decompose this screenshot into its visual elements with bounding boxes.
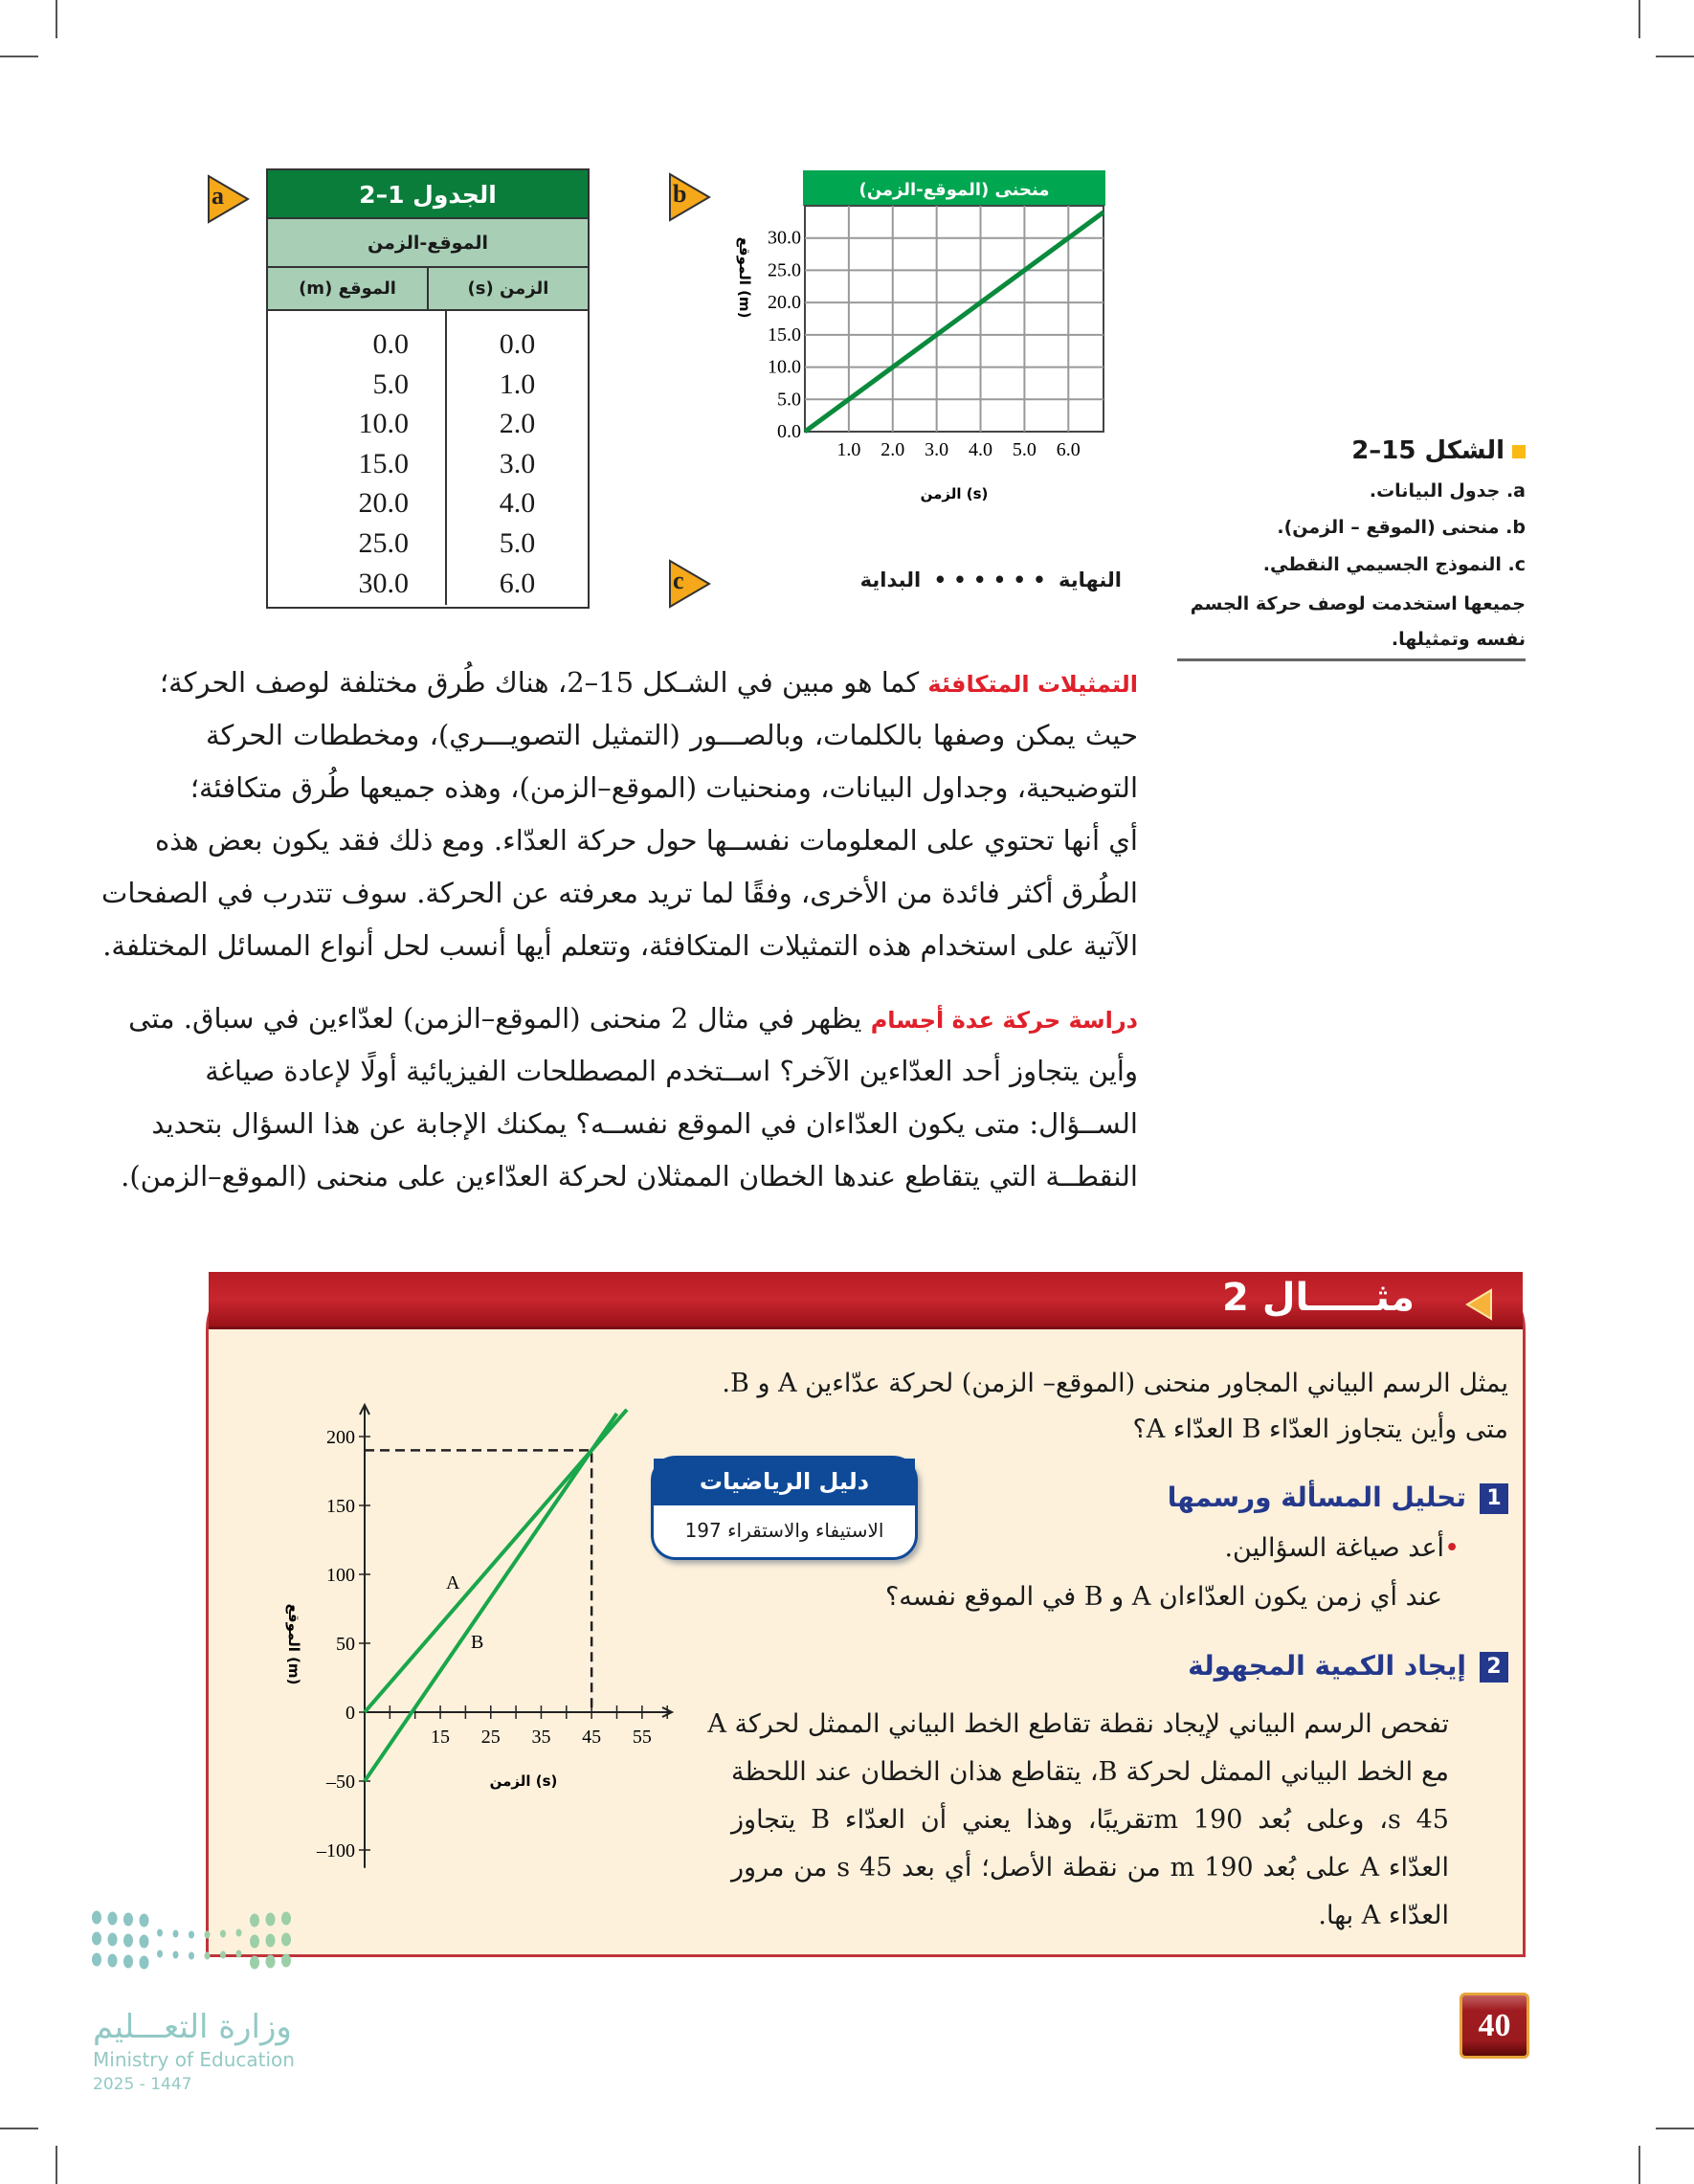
paragraph-line <box>151 1098 1138 1150</box>
step-2-text <box>707 1701 1449 1940</box>
position-cell: 30.0 <box>358 567 409 599</box>
badge-a: a <box>206 174 250 224</box>
example-intro-1: يمثل الرسم البياني المجاور منحنى (الموقع– الزمن) لحركة عدّاءين A و B. <box>722 1369 1508 1398</box>
chart-title: منحنى (الموقع-الزمن) <box>858 180 1050 200</box>
ministry-name-english: Ministry of Education <box>93 2048 295 2071</box>
time-cell: 3.0 <box>499 447 536 479</box>
step-2-line: 45 s، وعلى بُعد 190 mتقريبًا، وهذا يعني أن العدّاء B يتجاوز <box>731 1805 1449 1835</box>
paragraph-multiple-objects <box>121 992 1138 1203</box>
logo-dot <box>108 1933 118 1947</box>
math-guide-title: دليل الرياضيات <box>654 1459 915 1505</box>
paragraph-line <box>206 709 1138 762</box>
x-tick-label: 35 <box>531 1727 551 1748</box>
crop-mark <box>56 2146 57 2184</box>
paragraph-heading: التمثيلات المتكافئة <box>927 671 1138 698</box>
x-tick-label: 3.0 <box>925 439 949 460</box>
x-tick-label: 2.0 <box>880 439 905 460</box>
step-number: 1 <box>1480 1483 1508 1514</box>
line-text: الآتية على استخدام هذه التمثيلات المتكافئة، وتتعلم أيها أنسب لحل أنواع المسائل المختلفة. <box>102 929 1138 962</box>
x-tick-label: 6.0 <box>1056 439 1081 460</box>
step-1-question: عند أي زمن يكون العدّاءان A و B في الموقع نفسه؟ <box>884 1582 1442 1612</box>
y-axis-label: الموقع (m) <box>285 1603 302 1685</box>
y-tick-label: 5.0 <box>777 389 801 411</box>
x-tick-label: 5.0 <box>1012 439 1036 460</box>
ministry-logo-dots <box>91 1914 301 1991</box>
paragraph-line <box>206 1045 1138 1098</box>
logo-dot <box>123 1913 133 1927</box>
y-tick-label: 25.0 <box>768 259 801 281</box>
x-tick-label: 4.0 <box>969 439 993 460</box>
position-cell: 10.0 <box>358 408 409 440</box>
logo-dot <box>281 1912 291 1926</box>
paragraph-line <box>121 1150 1138 1203</box>
step-1-bullet: •أعد صياغة السؤالين. <box>1224 1533 1460 1563</box>
y-tick-label: 10.0 <box>768 356 801 378</box>
time-cell: 1.0 <box>499 368 536 400</box>
caption-c: c. النموذج الجسيمي النقطي. <box>1262 554 1526 575</box>
logo-dot <box>140 1935 149 1949</box>
position-cell: 0.0 <box>372 328 409 360</box>
runners-position-time-chart <box>268 1397 689 1876</box>
table-title: الجدول 1–2 <box>268 170 588 219</box>
ministry-name-arabic: وزارة التعـــليم <box>93 2008 292 2046</box>
step-number: 2 <box>1480 1652 1508 1683</box>
paragraph-heading: دراسة حركة عدة أجسام <box>870 1007 1138 1034</box>
y-tick-label: 0 <box>345 1703 355 1724</box>
time-column <box>445 311 588 605</box>
y-tick-label: 0.0 <box>777 421 801 442</box>
logo-dot <box>220 1930 226 1938</box>
crop-mark <box>0 56 38 57</box>
example-intro-2: متى وأين يتجاوز العدّاء B العدّاء A؟ <box>1132 1415 1508 1444</box>
caption-square-icon <box>1512 445 1526 458</box>
line-text: حيث يمكن وصفها بالكلمات، وبالصـــور (التمثيل التصويـــري)، ومخططات الحركة <box>206 719 1138 751</box>
series-label-A: A <box>446 1572 460 1593</box>
crop-mark <box>1638 0 1640 38</box>
logo-dot <box>92 1932 101 1946</box>
logo-dot <box>108 1954 118 1968</box>
particle-dots: • • • • • • <box>933 568 1046 591</box>
time-cell: 6.0 <box>499 567 536 599</box>
particle-end-label: النهاية <box>1058 568 1122 591</box>
position-cell: 15.0 <box>358 447 409 479</box>
caption-desc-1: جميعها استخدمت لوصف حركة الجسم <box>1190 593 1526 614</box>
time-cell: 5.0 <box>499 526 536 559</box>
step-1-heading: 1تحليل المسألة ورسمها <box>1168 1482 1508 1514</box>
time-cell: 4.0 <box>499 487 536 520</box>
line-text: كما هو مبين في الشـكل 15–2، هناك طُرق مختلفة لوصف الحركة؛ <box>159 666 920 699</box>
step-2-line: مع الخط البياني الممثل لحركة B، يتقاطع هذان الخطان عند اللحظة <box>731 1757 1449 1787</box>
logo-dot <box>140 1956 149 1970</box>
logo-dot <box>281 1933 291 1947</box>
logo-dot <box>205 1931 211 1939</box>
position-cell: 5.0 <box>372 368 409 400</box>
logo-dot <box>123 1955 133 1969</box>
paragraph-line <box>102 920 1138 972</box>
logo-dot <box>157 1929 163 1937</box>
step-2-heading: 2إيجاد الكمية المجهولة <box>1188 1650 1508 1683</box>
example-title: مثـــــال 2 <box>1222 1276 1415 1320</box>
line-text: وأين يتجاوز أحد العدّاءين الآخر؟ اســتخدم المصطلحات الفيزيائية أولًا لإعادة صياغة <box>205 1055 1138 1087</box>
particle-start-label: البداية <box>859 568 922 591</box>
caption-a: a. جدول البيانات. <box>1369 480 1526 501</box>
crop-mark <box>56 0 57 38</box>
crop-mark <box>1656 56 1694 57</box>
line-text: الطُرق أكثر فائدة من الأخرى، وفقًا لما تريد معرفته عن الحركة. سوف تتدرب في الصفحات <box>101 877 1138 909</box>
logo-dot <box>266 1934 276 1948</box>
data-table <box>266 168 590 609</box>
y-tick-label: –100 <box>317 1840 355 1861</box>
caption-desc-2: نفسه وتمثيلها. <box>1391 629 1526 650</box>
logo-dot <box>189 1952 194 1960</box>
y-tick-label: 50 <box>336 1634 355 1655</box>
math-guide-link[interactable]: الاستيفاء والاستقراء 197 <box>684 1519 884 1542</box>
logo-dot <box>92 1953 101 1967</box>
x-axis-label: الزمن (s) <box>920 485 989 502</box>
paragraph-equivalent-representations <box>101 657 1138 972</box>
position-cell: 25.0 <box>358 526 409 559</box>
page-number: 40 <box>1460 1993 1529 2059</box>
logo-dot <box>250 1935 259 1949</box>
step-2-line: تفحص الرسم البياني لإيجاد نقطة تقاطع الخط البياني الممثل لحركة A <box>707 1709 1449 1739</box>
logo-dot <box>266 1955 276 1969</box>
figure-caption-title: الشكل 15–2 <box>1351 436 1526 465</box>
triangle-left-icon <box>1464 1288 1493 1321</box>
paragraph-line <box>159 657 1138 709</box>
logo-dot <box>236 1929 242 1937</box>
logo-dot <box>157 1950 163 1958</box>
y-axis-label: الموقع (m) <box>736 236 753 319</box>
logo-dot <box>266 1913 276 1927</box>
y-tick-label: –50 <box>326 1772 355 1793</box>
logo-dot <box>281 1954 291 1968</box>
time-cell: 2.0 <box>499 408 536 440</box>
logo-dot <box>236 1950 242 1958</box>
logo-dot <box>123 1934 133 1948</box>
bullet-icon: • <box>1444 1533 1460 1563</box>
badge-c: c <box>667 559 711 609</box>
table-subtitle: الموقع-الزمن <box>268 219 588 268</box>
line-text: النقطــة التي يتقاطع عندها الخطان الممثلان لحركة العدّاءين على منحنى (الموقع–الزمن). <box>121 1160 1138 1192</box>
paragraph-line <box>189 762 1138 814</box>
time-cell: 0.0 <box>499 328 536 360</box>
line-text: التوضيحية، وجداول البيانات، ومنحنيات (الموقع–الزمن)، وهذه جميعها طُرق متكافئة؛ <box>189 771 1138 804</box>
paragraph-line <box>154 814 1138 867</box>
position-cell: 20.0 <box>358 487 409 520</box>
y-tick-label: 100 <box>326 1565 355 1586</box>
caption-b: b. منحنى (الموقع – الزمن). <box>1277 517 1526 538</box>
series-label-B: B <box>471 1632 484 1653</box>
logo-dot <box>250 1914 259 1928</box>
line-text: الســؤال: متى يكون العدّاءان في الموقع نفســه؟ يمكنك الإجابة عن هذا السؤال بتحديد <box>151 1107 1138 1140</box>
y-tick-label: 15.0 <box>768 323 801 345</box>
crop-mark <box>1656 2128 1694 2129</box>
step-2-line: العدّاء A بها. <box>1318 1901 1449 1930</box>
logo-dot <box>250 1956 259 1970</box>
logo-dot <box>205 1952 211 1960</box>
paragraph-line <box>128 992 1138 1045</box>
paragraph-line <box>101 867 1138 920</box>
x-tick-label: 45 <box>582 1727 602 1748</box>
x-tick-label: 55 <box>632 1727 652 1748</box>
position-time-chart <box>708 163 1129 507</box>
badge-b: b <box>667 172 711 222</box>
col-header-time: الزمن (s) <box>427 268 588 309</box>
particle-model <box>787 568 1122 591</box>
logo-dot <box>189 1931 194 1939</box>
caption-divider <box>1177 658 1526 661</box>
math-guide-box[interactable] <box>651 1456 918 1560</box>
y-tick-label: 150 <box>326 1496 355 1517</box>
x-tick-label: 15 <box>431 1727 451 1748</box>
y-tick-label: 30.0 <box>768 227 801 249</box>
logo-dot <box>220 1951 226 1959</box>
line-text: يظهر في مثال 2 منحنى (الموقع–الزمن) لعدّاءين في سباق. متى <box>128 1002 862 1035</box>
col-header-position: الموقع (m) <box>299 279 396 299</box>
x-tick-label: 25 <box>480 1727 501 1748</box>
crop-mark <box>1638 2146 1640 2184</box>
logo-dot <box>173 1951 179 1959</box>
x-axis-label: الزمن (s) <box>489 1772 558 1790</box>
logo-dot <box>108 1912 118 1926</box>
step-2-line: العدّاء A على بُعد 190 m من نقطة الأصل؛ أي بعد 45 s من مرور <box>731 1853 1449 1883</box>
x-tick-label: 1.0 <box>836 439 861 460</box>
crop-mark <box>0 2128 38 2129</box>
logo-dot <box>140 1914 149 1928</box>
ministry-year: 2025 - 1447 <box>93 2075 192 2094</box>
line-text: أي أنها تحتوي على المعلومات نفســها حول حركة العدّاء. ومع ذلك فقد يكون بعض هذه <box>154 824 1138 857</box>
y-tick-label: 200 <box>326 1427 355 1448</box>
logo-dot <box>173 1930 179 1938</box>
y-tick-label: 20.0 <box>768 292 801 314</box>
logo-dot <box>92 1911 101 1925</box>
position-column <box>268 311 445 605</box>
